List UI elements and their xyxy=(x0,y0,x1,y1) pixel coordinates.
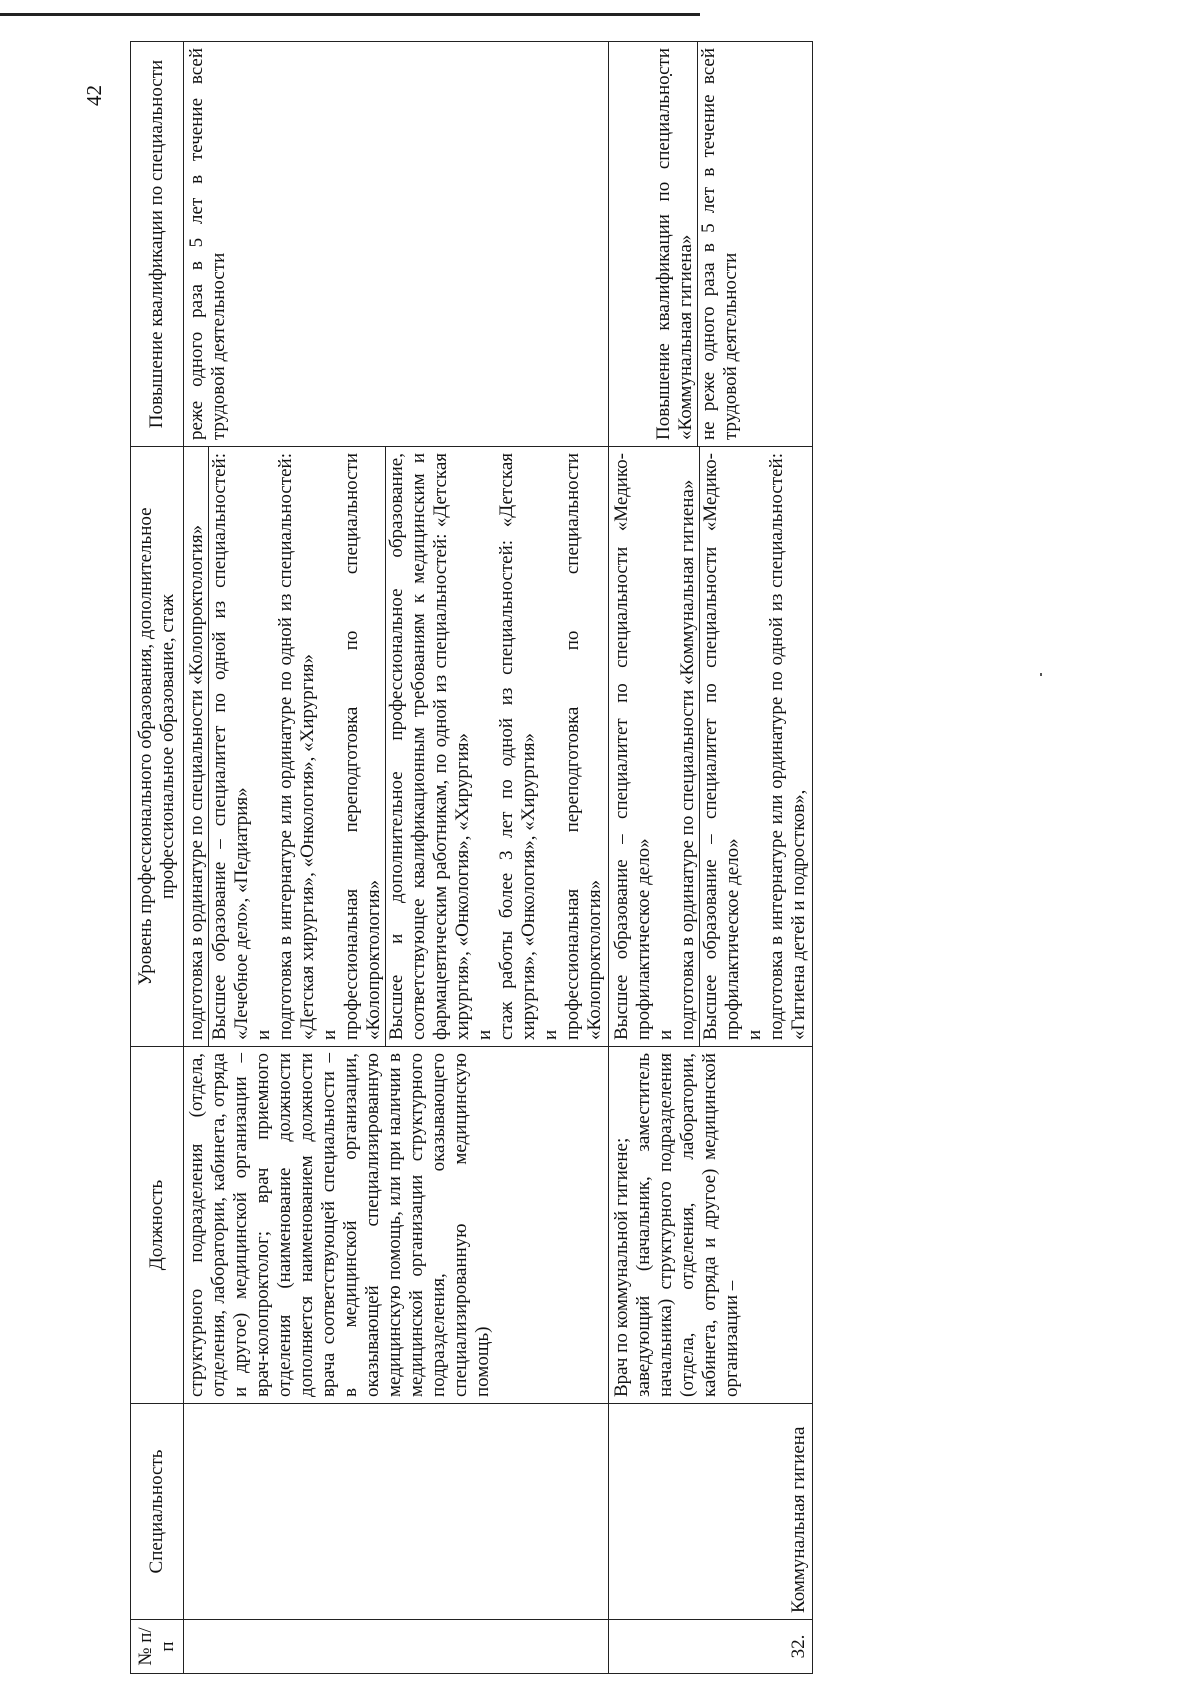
row1-edu-experience: стаж работы более 3 лет по одной из специальностей: «Детская хирургия», «Онкология», «Хирургия» xyxy=(496,453,539,1040)
table-row xyxy=(184,42,609,1674)
row1-education xyxy=(184,447,609,1047)
row1-edu-retraining: профессиональная переподготовка по специальности «Колопроктология» xyxy=(341,453,384,1040)
row2-training xyxy=(609,42,813,447)
row2-training-title: Повышение квалификации по специальности «Коммунальная гигиена» xyxy=(653,48,696,440)
row1-edu-ordinatura: подготовка в ординатуре по специальности «Колопроктология» xyxy=(186,524,207,1040)
row1-training: реже одного раза в 5 лет в течение всей трудовой деятельности xyxy=(184,42,609,447)
row1-and-4: и xyxy=(540,1029,561,1040)
row1-and-1: и xyxy=(253,1029,274,1040)
header-position: Должность xyxy=(131,1047,184,1404)
row1-edu-retraining-2: профессиональная переподготовка по специальности «Колопроктология» xyxy=(562,453,605,1040)
page-number: 42 xyxy=(82,85,106,106)
table-header-row xyxy=(131,42,184,1674)
row1-edu-higher: Высшее образование – специалитет по одной из специальностей: «Лечебное дело», «Педиатрия» xyxy=(209,453,252,1040)
scan-edge-line xyxy=(0,13,700,16)
row2-and-2: и xyxy=(744,1029,765,1040)
row2-edu-higher-2: Высшее образование – специалитет по специальности «Медико-профилактическое дело» xyxy=(700,453,743,1040)
row2-position xyxy=(609,1047,813,1404)
row1-and-2: и xyxy=(319,1029,340,1040)
row2-specialty: Коммунальная гигиена xyxy=(609,1404,813,1620)
row1-num xyxy=(184,1620,609,1674)
row2-position-a: Врач по коммунальной гигиене; xyxy=(611,1137,632,1397)
qualification-table xyxy=(130,41,813,1674)
row1-position: структурного подразделения (отдела, отделения, лаборатории, кабинета, отряда и другое) медицинской организации – врач-колопроктолог; врач приемного отделения (наименование должности дополняется наименованием должности врача соответствующей специальности – в медицинской организации, оказывающей специализированную медицинскую помощь, или при наличии в медицинской организации структурного подразделения, оказывающего специализированную медицинскую помощь) xyxy=(184,1047,609,1404)
header-num: № п/п xyxy=(131,1620,184,1674)
header-education: Уровень профессионального образования, дополнительное профессиональное образование, стаж xyxy=(131,447,184,1047)
row2-training-text: не реже одного раза в 5 лет в течение всей трудовой деятельности xyxy=(698,48,741,440)
table-row xyxy=(609,42,813,1674)
header-training: Повышение квалификации по специальности xyxy=(131,42,184,447)
row2-num: 32. xyxy=(609,1620,813,1674)
scan-speck xyxy=(1040,673,1042,676)
row2-edu-internatura: подготовка в интернатуре или ординатуре по одной из специальностей: «Гигиена детей и подростков», xyxy=(766,453,809,1040)
row2-and-1: и xyxy=(655,1029,676,1040)
row2-position-b: заведующий (начальник, заместитель начальника) структурного подразделения (отдела, отделения, лаборатории, кабинета, отряда и другое) медицинской организации – xyxy=(633,1053,742,1397)
row1-edu-internatura: подготовка в интернатуре или ординатуре по одной из специальностей: «Детская хирургия», «Онкология», «Хирургия» xyxy=(275,453,318,1040)
row1-and-3: и xyxy=(474,1029,495,1040)
header-specialty: Специальность xyxy=(131,1404,184,1620)
row2-education xyxy=(609,447,813,1047)
row1-edu-additional: Высшее и дополнительное профессиональное образование, соответствующее квалификационным требованиям к медицинским и фармацевтическим работникам, по одной из специальностей: «Детская хирургия», «Онкология», «Хирургия» xyxy=(386,453,473,1040)
row1-specialty xyxy=(184,1404,609,1620)
row2-edu-ordinatura: подготовка в ординатуре по специальности «Коммунальная гигиена» xyxy=(677,479,698,1040)
row2-edu-higher: Высшее образование – специалитет по специальности «Медико-профилактическое дело» xyxy=(611,453,654,1040)
